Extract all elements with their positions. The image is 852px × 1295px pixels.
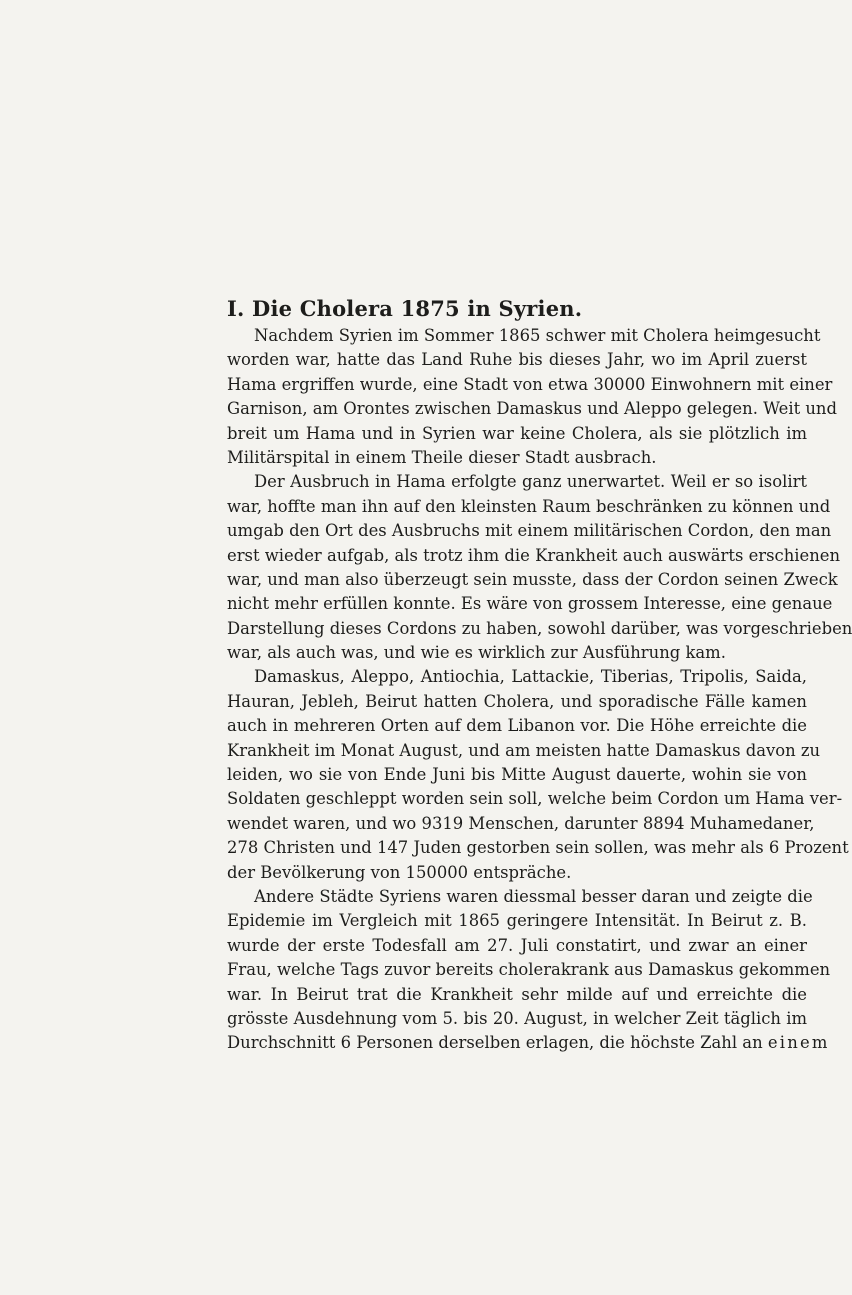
text-line: nicht mehr erfüllen konnte. Es wäre von grossem Interesse, eine genaue	[227, 594, 833, 614]
text-line: der Bevölkerung von 150000 entspräche.	[227, 862, 572, 882]
text-line: Militärspital in einem Theile dieser Stadt ausbrach.	[227, 447, 657, 467]
text-line: Andere Städte Syriens waren diessmal besser daran und zeigte die	[254, 886, 813, 906]
text-line: erst wieder aufgab, als trotz ihm die Krankheit auch auswärts erschienen	[227, 545, 841, 565]
text-line: worden war, hatte das Land Ruhe bis dieses Jahr, wo im April zuerst	[227, 350, 807, 370]
section-heading: I. Die Cholera 1875 in Syrien.	[227, 296, 583, 321]
text-line: 278 Christen und 147 Juden gestorben sein sollen, was mehr als 6 Prozent	[227, 838, 849, 858]
text-line: wendet waren, und wo 9319 Menschen, darunter 8894 Muhamedaner,	[227, 813, 815, 833]
text-line: leiden, wo sie von Ende Juni bis Mitte August dauerte, wohin sie von	[227, 765, 807, 785]
text-line: Nachdem Syrien im Sommer 1865 schwer mit Cholera heimgesucht	[254, 326, 821, 345]
text-line: war, hoffte man ihn auf den kleinsten Raum beschränken zu können und	[227, 496, 831, 516]
text-line: Hama ergriffen wurde, eine Stadt von etwa 30000 Einwohnern mit einer	[227, 374, 833, 394]
text-line-final	[227, 1031, 830, 1055]
text-line: war, als auch was, und wie es wirklich zur Ausführung kam.	[227, 643, 726, 663]
text-line: Damaskus, Aleppo, Antiochia, Lattackie, Tiberias, Tripolis, Saida,	[254, 667, 807, 687]
text-line: war. In Beirut trat die Krankheit sehr milde auf und erreichte die	[227, 984, 807, 1004]
body-text	[227, 324, 852, 1056]
text-line: umgab den Ort des Ausbruchs mit einem militärischen Cordon, den man	[227, 521, 832, 541]
emphasized-word: einem	[767, 1033, 830, 1053]
paragraph-1	[227, 324, 837, 470]
paragraph-4	[227, 885, 831, 1056]
text-line: wurde der erste Todesfall am 27. Juli constatirt, und zwar an einer	[227, 935, 807, 955]
text-line: Frau, welche Tags zuvor bereits cholerakrank aus Damaskus gekommen	[227, 960, 831, 980]
text-line: Darstellung dieses Cordons zu haben, sowohl darüber, was vorgeschrieben	[227, 618, 852, 638]
text-line: Hauran, Jebleh, Beirut hatten Cholera, und sporadische Fälle kamen	[227, 691, 807, 711]
text-line: Krankheit im Monat August, und am meisten hatte Damaskus davon zu	[227, 740, 821, 760]
text-line: grösste Ausdehnung vom 5. bis 20. August, in welcher Zeit täglich im	[227, 1008, 807, 1028]
text-line: Epidemie im Vergleich mit 1865 geringere Intensität. In Beirut z. B.	[227, 911, 807, 931]
paragraph-3	[227, 665, 849, 885]
text-line: Garnison, am Orontes zwischen Damaskus und Aleppo gelegen. Weit und	[227, 399, 837, 419]
text-line: war, und man also überzeugt sein musste, dass der Cordon seinen Zweck	[227, 569, 838, 589]
paragraph-2	[227, 470, 852, 665]
text-line: breit um Hama und in Syrien war keine Cholera, als sie plötzlich im	[227, 423, 807, 443]
text-line: Soldaten geschleppt worden sein soll, welche beim Cordon um Hama ver-	[227, 789, 843, 809]
text-line: Der Ausbruch in Hama erfolgte ganz unerwartet. Weil er so isolirt	[254, 472, 807, 492]
final-line-text: Durchschnitt 6 Personen derselben erlagen, die höchste Zahl an	[227, 1033, 763, 1053]
text-line: auch in mehreren Orten auf dem Libanon vor. Die Höhe erreichte die	[227, 716, 807, 736]
